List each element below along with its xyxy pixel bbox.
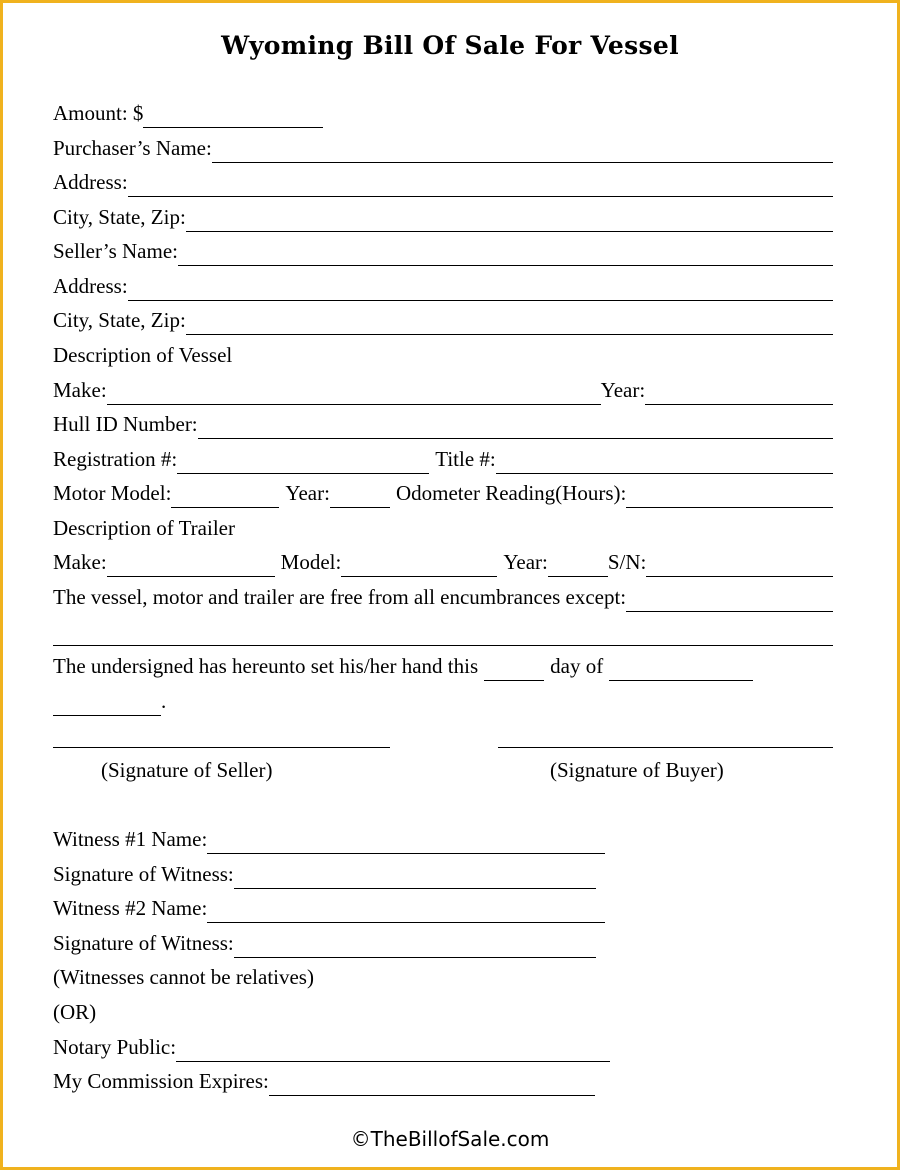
trailer-model-label: Model: xyxy=(280,550,342,574)
witness1-signature-label: Signature of Witness: xyxy=(53,862,234,886)
motor-model-label: Motor Model: xyxy=(53,481,172,505)
motor-row xyxy=(53,482,833,508)
title-number-field[interactable] xyxy=(496,472,833,474)
title-number-label: Title #: xyxy=(435,447,496,471)
month-field[interactable] xyxy=(609,679,753,681)
notary-label: Notary Public: xyxy=(53,1035,177,1059)
seller-city-label: City, State, Zip: xyxy=(53,308,186,332)
hull-id-label: Hull ID Number: xyxy=(53,412,198,436)
witness1-signature-field[interactable] xyxy=(234,887,596,889)
encumbrances-field-2[interactable] xyxy=(53,644,833,646)
buyer-signature-field[interactable] xyxy=(498,746,833,748)
seller-address-row xyxy=(53,275,833,301)
vessel-heading: Description of Vessel xyxy=(53,343,233,367)
vessel-make-row xyxy=(53,379,833,405)
motor-year-field[interactable] xyxy=(330,506,390,508)
seller-address-field[interactable] xyxy=(128,299,833,301)
purchaser-city-row xyxy=(53,206,833,232)
year-row xyxy=(53,690,833,716)
amount-field[interactable] xyxy=(143,126,323,128)
witness-note: (Witnesses cannot be relatives) xyxy=(53,965,314,989)
trailer-row xyxy=(53,551,833,577)
encumbrances-field[interactable] xyxy=(626,610,833,612)
witness2-signature-field[interactable] xyxy=(234,956,596,958)
vessel-year-label: Year: xyxy=(600,378,646,402)
witness-note-row xyxy=(53,966,833,992)
trailer-heading: Description of Trailer xyxy=(53,516,235,540)
or-row xyxy=(53,1001,833,1027)
trailer-make-field[interactable] xyxy=(107,575,275,577)
buyer-signature-caption: (Signature of Buyer) xyxy=(550,758,724,782)
registration-label: Registration #: xyxy=(53,447,178,471)
signature-lines-row xyxy=(53,722,833,748)
day-field[interactable] xyxy=(484,679,544,681)
witness2-name-row xyxy=(53,897,833,923)
page-title: Wyoming Bill Of Sale For Vessel xyxy=(221,31,679,60)
seller-name-row xyxy=(53,240,833,266)
commission-label: My Commission Expires: xyxy=(53,1069,269,1093)
registration-row xyxy=(53,448,833,474)
motor-year-label: Year: xyxy=(285,481,330,505)
purchaser-city-label: City, State, Zip: xyxy=(53,205,186,229)
odometer-label: Odometer Reading(Hours): xyxy=(395,481,627,505)
hull-id-field[interactable] xyxy=(198,437,833,439)
trailer-year-label: Year: xyxy=(503,550,548,574)
seller-signature-field[interactable] xyxy=(53,746,390,748)
encumbrances-row xyxy=(53,586,833,612)
witness2-name-label: Witness #2 Name: xyxy=(53,896,208,920)
notary-field[interactable] xyxy=(176,1060,610,1062)
encumbrances-label: The vessel, motor and trailer are free from all encumbrances except: xyxy=(53,585,627,609)
witness2-signature-label: Signature of Witness: xyxy=(53,931,234,955)
trailer-model-field[interactable] xyxy=(341,575,497,577)
seller-city-field[interactable] xyxy=(186,333,833,335)
motor-model-field[interactable] xyxy=(171,506,279,508)
vessel-heading-row xyxy=(53,344,833,370)
undersigned-label: The undersigned has hereunto set his/her hand this xyxy=(53,654,479,678)
day-of-label: day of xyxy=(550,654,604,678)
witness1-name-row xyxy=(53,828,833,854)
year-field[interactable] xyxy=(53,714,161,716)
witness1-signature-row xyxy=(53,863,833,889)
witness2-signature-row xyxy=(53,932,833,958)
vessel-make-field[interactable] xyxy=(107,403,601,405)
period: . xyxy=(161,689,167,713)
registration-field[interactable] xyxy=(177,472,429,474)
purchaser-city-field[interactable] xyxy=(186,230,833,232)
seller-city-row xyxy=(53,309,833,335)
commission-field[interactable] xyxy=(269,1094,595,1096)
purchaser-address-field[interactable] xyxy=(128,195,833,197)
seller-signature-caption: (Signature of Seller) xyxy=(101,758,273,782)
encumbrances-continued-row xyxy=(53,620,833,646)
seller-address-label: Address: xyxy=(53,274,128,298)
seller-name-field[interactable] xyxy=(178,264,833,266)
witness1-name-label: Witness #1 Name: xyxy=(53,827,208,851)
purchaser-address-label: Address: xyxy=(53,170,128,194)
amount-row xyxy=(53,102,833,128)
amount-label: Amount: $ xyxy=(53,101,144,125)
trailer-sn-field[interactable] xyxy=(646,575,833,577)
vessel-year-field[interactable] xyxy=(645,403,833,405)
or-label: (OR) xyxy=(53,1000,97,1024)
undersigned-row xyxy=(53,655,833,681)
commission-row xyxy=(53,1070,833,1096)
witness1-name-field[interactable] xyxy=(207,852,605,854)
witness2-name-field[interactable] xyxy=(207,921,605,923)
trailer-year-field[interactable] xyxy=(548,575,608,577)
purchaser-address-row xyxy=(53,171,833,197)
notary-row xyxy=(53,1036,833,1062)
purchaser-name-label: Purchaser’s Name: xyxy=(53,136,212,160)
hull-id-row xyxy=(53,413,833,439)
purchaser-name-row xyxy=(53,137,833,163)
seller-name-label: Seller’s Name: xyxy=(53,239,178,263)
vessel-make-label: Make: xyxy=(53,378,107,402)
trailer-heading-row xyxy=(53,517,833,543)
trailer-sn-label: S/N: xyxy=(607,550,647,574)
trailer-make-label: Make: xyxy=(53,550,107,574)
footer-copyright: ©TheBillofSale.com xyxy=(350,1127,550,1151)
purchaser-name-field[interactable] xyxy=(212,161,833,163)
odometer-field[interactable] xyxy=(626,506,833,508)
